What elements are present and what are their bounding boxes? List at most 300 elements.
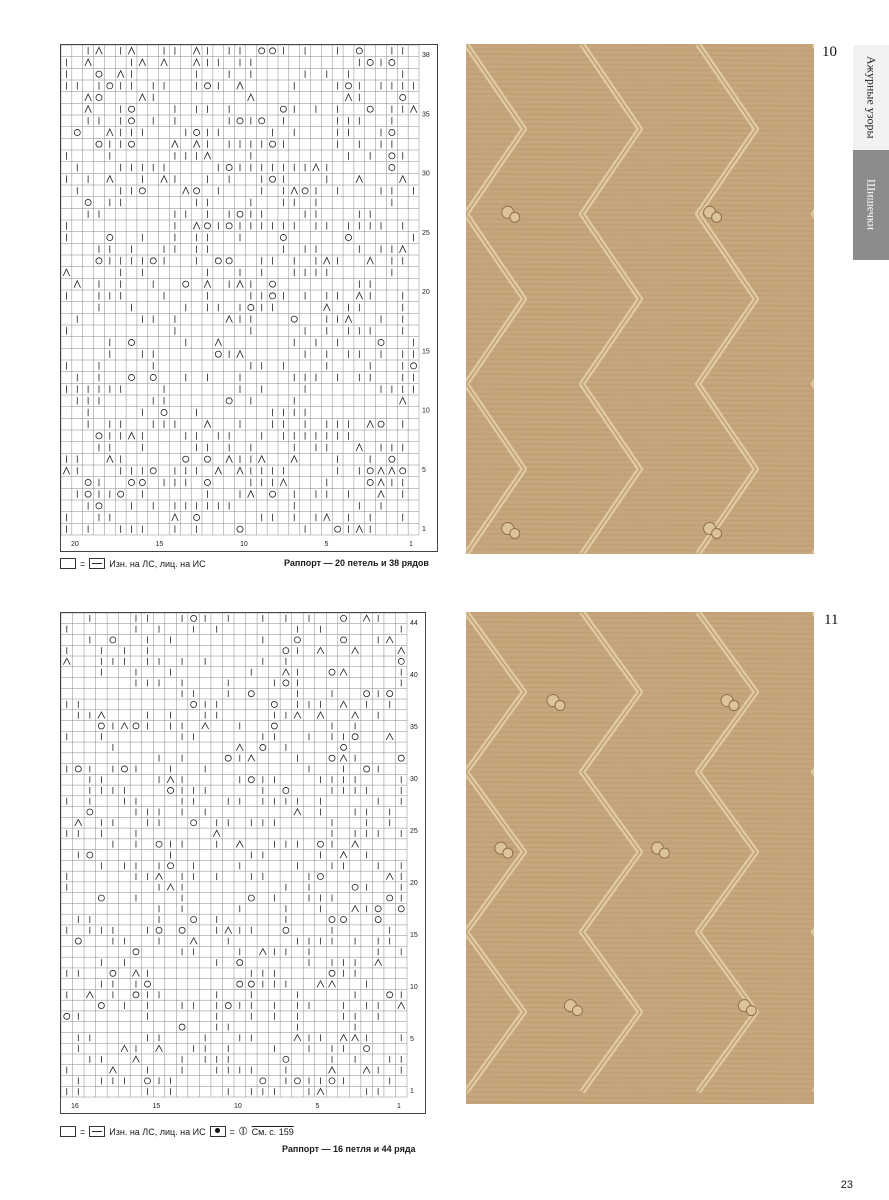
decrease-symbol	[345, 94, 352, 101]
decrease-symbol	[109, 1067, 116, 1073]
pattern-number: 11	[824, 612, 839, 628]
decrease-symbol	[226, 316, 233, 323]
yarn-over-symbol	[179, 927, 185, 933]
decrease-symbol	[63, 467, 70, 474]
decrease-symbol	[63, 269, 70, 276]
decrease-symbol	[63, 658, 70, 664]
decrease-symbol	[378, 479, 385, 486]
yarn-over-symbol	[128, 339, 134, 345]
page-number: 23	[840, 1179, 853, 1191]
decrease-symbol	[340, 669, 347, 675]
column-labels	[71, 1103, 401, 1110]
decrease-symbol	[282, 669, 289, 675]
yarn-over-symbol	[168, 863, 174, 869]
yarn-over-symbol	[271, 723, 277, 729]
yarn-over-symbol	[259, 48, 265, 54]
row-label: 15	[410, 932, 418, 939]
yarn-over-symbol	[270, 48, 276, 54]
yarn-over-symbol	[183, 281, 189, 287]
yarn-over-symbol	[398, 658, 404, 664]
yarn-over-symbol	[237, 960, 243, 966]
decrease-symbol	[237, 82, 244, 89]
row-label: 15	[422, 348, 430, 356]
yarn-over-symbol	[107, 83, 113, 89]
yarn-over-symbol	[110, 970, 116, 976]
decrease-symbol	[352, 647, 359, 653]
yarn-over-symbol	[345, 83, 351, 89]
yarn-over-symbol	[225, 1003, 231, 1009]
decrease-symbol	[193, 59, 200, 66]
yarn-over-symbol	[367, 59, 373, 65]
yarn-over-symbol	[270, 293, 276, 299]
decrease-symbol	[340, 852, 347, 858]
yarn-over-symbol	[194, 129, 200, 135]
decrease-symbol	[313, 164, 320, 171]
yarn-over-symbol	[317, 841, 323, 847]
yarn-over-symbol	[161, 409, 167, 415]
yarn-over-symbol	[128, 106, 134, 112]
yarn-over-symbol	[204, 83, 210, 89]
yarn-over-symbol	[226, 164, 232, 170]
yarn-over-symbol	[204, 479, 210, 485]
column-label: 5	[315, 1103, 320, 1110]
decrease-symbol	[294, 712, 301, 718]
column-labels	[71, 541, 413, 548]
yarn-over-symbol	[225, 755, 231, 761]
yarn-over-symbol	[270, 176, 276, 182]
decrease-symbol	[98, 712, 105, 718]
yarn-over-symbol	[398, 755, 404, 761]
yarn-over-symbol	[248, 895, 254, 901]
decrease-symbol	[294, 1035, 301, 1041]
yarn-over-symbol	[128, 141, 134, 147]
pattern-repeat: Раппорт — 20 петель и 38 рядов	[284, 558, 429, 568]
decrease-symbol	[172, 141, 179, 148]
decrease-symbol	[324, 514, 331, 521]
yarn-over-symbol	[237, 118, 243, 124]
decrease-symbol	[399, 176, 406, 183]
yarn-over-symbol	[280, 234, 286, 240]
yarn-over-symbol	[367, 468, 373, 474]
yarn-over-symbol	[248, 304, 254, 310]
yarn-over-symbol	[389, 164, 395, 170]
yarn-over-symbol	[96, 71, 102, 77]
decrease-symbol	[139, 59, 146, 66]
yarn-over-symbol	[280, 106, 286, 112]
column-label: 10	[234, 1103, 242, 1110]
row-label: 5	[422, 466, 426, 474]
decrease-symbol	[329, 981, 336, 987]
column-label: 16	[71, 1103, 79, 1110]
decrease-symbol	[237, 351, 244, 358]
row-label: 35	[422, 111, 430, 119]
decrease-symbol	[317, 647, 324, 653]
yarn-over-symbol	[168, 787, 174, 793]
tab-openwork-patterns	[853, 45, 889, 150]
yarn-over-symbol	[270, 281, 276, 287]
yarn-over-symbol	[156, 927, 162, 933]
decrease-symbol	[317, 981, 324, 987]
yarn-over-symbol	[204, 223, 210, 229]
yarn-over-symbol	[150, 468, 156, 474]
decrease-symbol	[367, 421, 374, 428]
yarn-over-symbol	[96, 258, 102, 264]
row-label: 30	[422, 170, 430, 178]
yarn-over-symbol	[364, 1046, 370, 1052]
yarn-over-symbol	[215, 351, 221, 357]
yarn-over-symbol	[270, 491, 276, 497]
yarn-over-symbol	[128, 479, 134, 485]
decrease-symbol	[352, 712, 359, 718]
yarn-over-symbol	[341, 917, 347, 923]
pattern-number: 10	[822, 44, 837, 60]
yarn-over-symbol	[329, 755, 335, 761]
yarn-over-symbol	[98, 1003, 104, 1009]
yarn-over-symbol	[389, 59, 395, 65]
yarn-over-symbol	[335, 526, 341, 532]
column-label: 15	[152, 1103, 161, 1110]
decrease-symbol	[378, 467, 385, 474]
yarn-over-symbol	[191, 615, 197, 621]
yarn-over-symbol	[85, 199, 91, 205]
decrease-symbol	[291, 456, 298, 463]
yarn-over-symbol	[237, 981, 243, 987]
decrease-symbol	[236, 841, 243, 847]
row-label: 10	[410, 984, 418, 991]
blank-cell-symbol	[60, 1126, 76, 1137]
yarn-over-symbol	[191, 820, 197, 826]
decrease-symbol	[167, 776, 174, 782]
yarn-over-symbol	[367, 479, 373, 485]
yarn-over-symbol	[237, 211, 243, 217]
decrease-symbol	[356, 176, 363, 183]
tab-label: Шишечки	[864, 179, 879, 231]
yarn-over-symbol	[302, 188, 308, 194]
decrease-symbol	[167, 884, 174, 890]
decrease-symbol	[161, 176, 168, 183]
yarn-over-symbol	[121, 766, 127, 772]
yarn-over-symbol	[96, 94, 102, 100]
row-label: 25	[422, 229, 430, 237]
yarn-over-symbol	[110, 637, 116, 643]
decrease-symbol	[85, 59, 92, 66]
tab-bobbles	[853, 150, 889, 260]
decrease-symbol	[74, 281, 81, 288]
yarn-over-symbol	[329, 669, 335, 675]
yarn-over-symbol	[291, 316, 297, 322]
yarn-over-symbol	[400, 468, 406, 474]
yarn-over-symbol	[364, 766, 370, 772]
yarn-over-symbol	[375, 917, 381, 923]
row-label: 38	[422, 52, 430, 59]
yarn-over-symbol	[87, 852, 93, 858]
yarn-over-symbol	[283, 680, 289, 686]
yarn-over-symbol	[226, 398, 232, 404]
pattern-repeat: Раппорт — 16 петля и 44 ряда	[282, 1144, 416, 1154]
decrease-symbol	[363, 1067, 370, 1073]
legend-text: Изн. на ЛС, лиц. на ИС	[109, 1126, 206, 1137]
yarn-over-symbol	[248, 981, 254, 987]
decrease-symbol	[236, 744, 243, 750]
tab-label: Ажурные узоры	[864, 56, 879, 139]
decrease-symbol	[161, 59, 168, 66]
yarn-over-symbol	[133, 949, 139, 955]
yarn-over-symbol	[345, 234, 351, 240]
decrease-symbol	[156, 873, 163, 879]
yarn-over-symbol	[156, 841, 162, 847]
page-reference: См. с. 159	[251, 1126, 294, 1137]
yarn-over-symbol	[352, 734, 358, 740]
decrease-symbol	[204, 421, 211, 428]
decrease-symbol	[172, 514, 179, 521]
decrease-symbol	[258, 456, 265, 463]
yarn-over-symbol	[96, 503, 102, 509]
decrease-symbol	[190, 938, 197, 944]
yarn-over-symbol	[75, 766, 81, 772]
decrease-symbol	[317, 712, 324, 718]
yarn-over-symbol	[283, 648, 289, 654]
decrease-symbol	[133, 970, 140, 976]
decrease-symbol	[367, 257, 374, 264]
yarn-over-symbol	[96, 433, 102, 439]
yarn-over-symbol	[248, 691, 254, 697]
bobble-icon: ⦶	[238, 1124, 248, 1138]
decrease-symbol	[237, 467, 244, 474]
row-labels	[422, 52, 430, 533]
decrease-symbol	[375, 959, 382, 965]
chart-legend	[60, 558, 206, 569]
decrease-symbol	[183, 187, 190, 194]
yarn-over-symbol	[133, 992, 139, 998]
yarn-over-symbol	[237, 526, 243, 532]
yarn-over-symbol	[283, 787, 289, 793]
yarn-over-symbol	[259, 118, 265, 124]
decrease-symbol	[352, 841, 359, 847]
decrease-symbol	[215, 467, 222, 474]
decrease-symbol	[85, 94, 92, 101]
yarn-over-symbol	[150, 374, 156, 380]
purl-symbol	[89, 1126, 105, 1137]
yarn-over-symbol	[194, 514, 200, 520]
yarn-over-symbol	[248, 777, 254, 783]
yarn-over-symbol	[194, 188, 200, 194]
decrease-symbol	[213, 830, 220, 836]
yarn-over-symbol	[400, 94, 406, 100]
decrease-symbol	[193, 141, 200, 148]
yarn-over-symbol	[260, 744, 266, 750]
decrease-symbol	[386, 873, 393, 879]
yarn-over-symbol	[133, 723, 139, 729]
yarn-over-symbol	[341, 637, 347, 643]
decrease-symbol	[248, 94, 255, 101]
yarn-over-symbol	[389, 153, 395, 159]
bobble-symbol	[210, 1126, 226, 1137]
yarn-over-symbol	[378, 421, 384, 427]
row-label: 1	[422, 526, 426, 533]
decrease-symbol	[204, 281, 211, 288]
yarn-over-symbol	[352, 884, 358, 890]
yarn-over-symbol	[270, 141, 276, 147]
decrease-symbol	[85, 106, 92, 113]
yarn-over-symbol	[191, 701, 197, 707]
legend-text: Изн. на ЛС, лиц. на ИС	[109, 558, 206, 569]
yarn-over-symbol	[387, 691, 393, 697]
knitting-chart-10	[60, 44, 438, 552]
row-label: 10	[422, 407, 430, 415]
yarn-over-symbol	[364, 691, 370, 697]
yarn-over-symbol	[87, 809, 93, 815]
decrease-symbol	[378, 491, 385, 498]
yarn-over-symbol	[283, 927, 289, 933]
row-labels	[410, 620, 418, 1095]
column-label: 15	[155, 541, 164, 548]
column-label: 10	[240, 541, 248, 548]
yarn-over-symbol	[283, 1056, 289, 1062]
legend-equals: =	[80, 558, 86, 569]
row-label: 40	[410, 672, 418, 679]
column-label: 20	[71, 541, 79, 548]
yarn-over-symbol	[144, 1078, 150, 1084]
decrease-symbol	[340, 1035, 347, 1041]
decrease-symbol	[363, 615, 370, 621]
yarn-over-symbol	[96, 141, 102, 147]
yarn-over-symbol	[367, 106, 373, 112]
row-label: 1	[410, 1088, 414, 1095]
purl-symbol	[89, 558, 105, 569]
column-label: 1	[409, 541, 413, 548]
yarn-over-symbol	[215, 258, 221, 264]
knit-swatch-photo-10	[466, 44, 814, 554]
decrease-symbol	[248, 491, 255, 498]
yarn-over-symbol	[260, 1078, 266, 1084]
yarn-over-symbol	[294, 1078, 300, 1084]
decrease-symbol	[204, 152, 211, 159]
decrease-symbol	[96, 47, 103, 54]
column-label: 1	[397, 1103, 401, 1110]
decrease-symbol	[225, 927, 232, 933]
column-label: 5	[324, 541, 329, 548]
yarn-over-symbol	[118, 491, 124, 497]
yarn-over-symbol	[183, 456, 189, 462]
legend-equals: =	[229, 1126, 235, 1137]
decrease-symbol	[356, 526, 363, 533]
yarn-over-symbol	[356, 48, 362, 54]
yarn-over-symbol	[139, 479, 145, 485]
yarn-over-symbol	[139, 188, 145, 194]
decrease-symbol	[156, 1045, 163, 1051]
blank-cell-symbol	[60, 558, 76, 569]
yarn-over-symbol	[179, 1024, 185, 1030]
yarn-over-symbol	[98, 723, 104, 729]
decrease-symbol	[139, 94, 146, 101]
row-label: 35	[410, 724, 418, 731]
row-label: 25	[410, 828, 418, 835]
decrease-symbol	[398, 647, 405, 653]
yarn-over-symbol	[85, 479, 91, 485]
decrease-symbol	[340, 755, 347, 761]
decrease-symbol	[399, 246, 406, 253]
yarn-over-symbol	[387, 895, 393, 901]
yarn-over-symbol	[74, 129, 80, 135]
decrease-symbol	[329, 1067, 336, 1073]
yarn-over-symbol	[317, 873, 323, 879]
yarn-over-symbol	[150, 258, 156, 264]
yarn-over-symbol	[329, 917, 335, 923]
decrease-symbol	[324, 304, 331, 311]
decrease-symbol	[117, 71, 124, 78]
decrease-symbol	[107, 129, 114, 136]
knitting-chart-11	[60, 612, 426, 1114]
row-label: 20	[410, 880, 418, 887]
decrease-symbol	[352, 1035, 359, 1041]
decrease-symbol	[352, 906, 359, 912]
decrease-symbol	[193, 47, 200, 54]
knit-swatch-photo-11	[466, 612, 814, 1104]
decrease-symbol	[317, 1088, 324, 1094]
decrease-symbol	[291, 187, 298, 194]
yarn-over-symbol	[398, 906, 404, 912]
yarn-over-symbol	[411, 363, 417, 369]
yarn-over-symbol	[271, 701, 277, 707]
yarn-over-symbol	[128, 374, 134, 380]
decrease-symbol	[86, 992, 93, 998]
decrease-symbol	[133, 1056, 140, 1062]
decrease-symbol	[294, 809, 301, 815]
yarn-over-symbol	[389, 456, 395, 462]
decrease-symbol	[202, 723, 209, 729]
row-label: 5	[410, 1036, 414, 1043]
yarn-over-symbol	[294, 637, 300, 643]
decrease-symbol	[107, 456, 114, 463]
decrease-symbol	[340, 701, 347, 707]
yarn-over-symbol	[64, 1013, 70, 1019]
decrease-symbol	[121, 723, 128, 729]
decrease-symbol	[356, 292, 363, 299]
yarn-over-symbol	[329, 970, 335, 976]
yarn-over-symbol	[98, 895, 104, 901]
decrease-symbol	[280, 479, 287, 486]
decrease-symbol	[410, 106, 417, 113]
chart-legend	[60, 1124, 294, 1139]
decrease-symbol	[345, 316, 352, 323]
decrease-symbol	[398, 1002, 405, 1008]
yarn-over-symbol	[204, 456, 210, 462]
decrease-symbol	[75, 820, 82, 826]
yarn-over-symbol	[387, 992, 393, 998]
row-label: 44	[410, 620, 418, 627]
decrease-symbol	[386, 637, 393, 643]
yarn-over-symbol	[226, 258, 232, 264]
yarn-over-symbol	[144, 981, 150, 987]
yarn-over-symbol	[378, 339, 384, 345]
decrease-symbol	[226, 456, 233, 463]
decrease-symbol	[128, 432, 135, 439]
legend-equals: =	[80, 1126, 86, 1137]
yarn-over-symbol	[389, 129, 395, 135]
yarn-over-symbol	[341, 744, 347, 750]
yarn-over-symbol	[107, 234, 113, 240]
row-label: 20	[422, 289, 430, 296]
yarn-over-symbol	[128, 118, 134, 124]
decrease-symbol	[128, 47, 135, 54]
yarn-over-symbol	[341, 615, 347, 621]
decrease-symbol	[121, 1045, 128, 1051]
decrease-symbol	[215, 339, 222, 346]
row-label: 30	[410, 776, 418, 783]
yarn-over-symbol	[75, 938, 81, 944]
decrease-symbol	[399, 397, 406, 404]
decrease-symbol	[237, 281, 244, 288]
